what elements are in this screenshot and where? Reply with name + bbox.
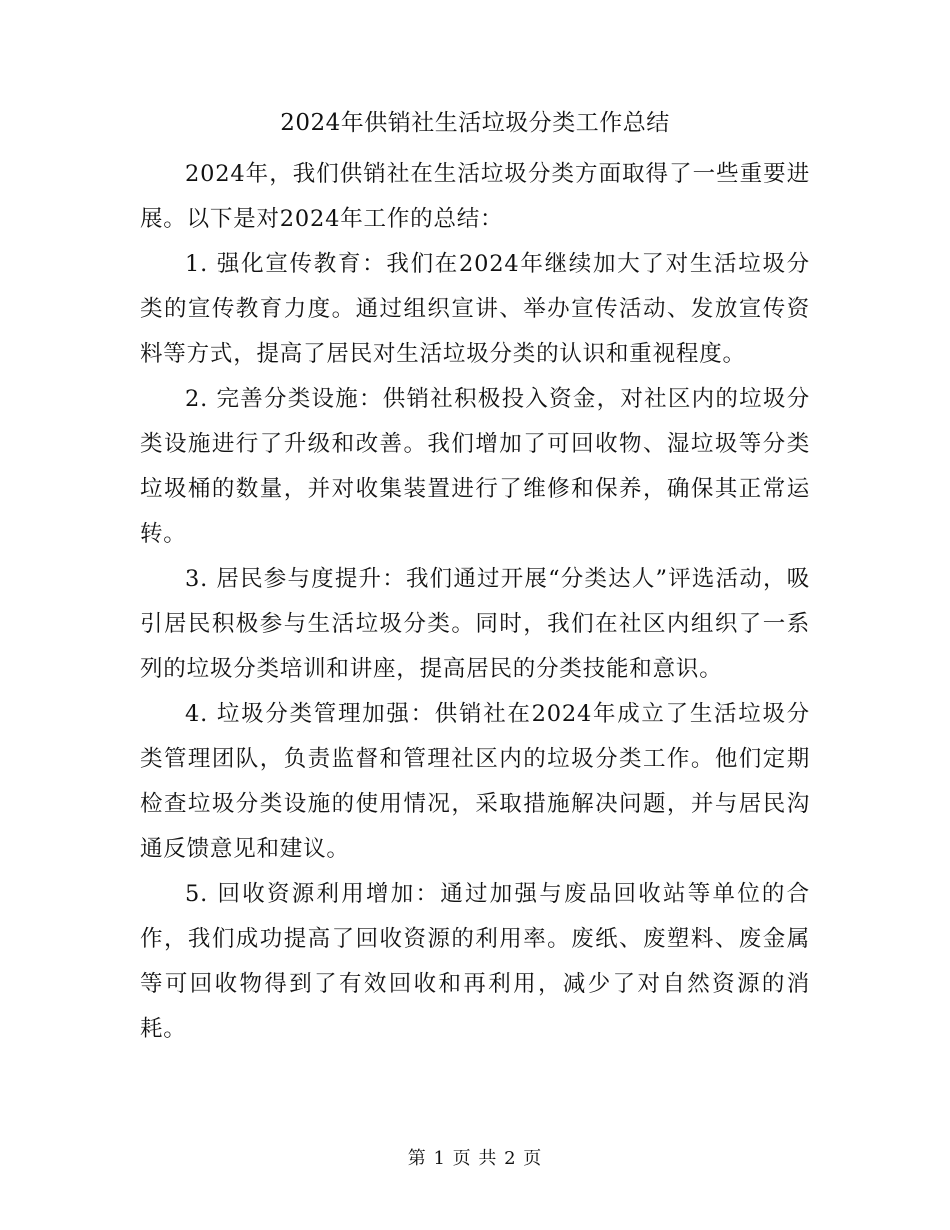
paragraph-resident-participation: 3. 居民参与度提升：我们通过开展“分类达人”评选活动，吸引居民积极参与生活垃圾分类。同时，我们在社区内组织了一系列的垃圾分类培训和讲座，提高居民的分类技能和意识。 (140, 566, 810, 682)
paragraph-sorting-facilities: 2. 完善分类设施：供销社积极投入资金，对社区内的垃圾分类设施进行了升级和改善。我们增加了可回收物、湿垃圾等分类垃圾桶的数量，并对收集装置进行了维修和保养，确保其正常运转。 (140, 386, 810, 547)
page-number-footer: 第 1 页 共 2 页 (407, 1148, 543, 1169)
document-body (140, 152, 810, 1052)
paragraph-resource-recycling: 5. 回收资源利用增加：通过加强与废品回收站等单位的合作，我们成功提高了回收资源的利用率。废纸、废塑料、废金属等可回收物得到了有效回收和再利用，减少了对自然资源的消耗。 (140, 881, 810, 1042)
document-title: 2024年供销社生活垃圾分类工作总结 (280, 110, 670, 136)
intro-paragraph: 2024年，我们供销社在生活垃圾分类方面取得了一些重要进展。以下是对2024年工作的总结： (140, 161, 810, 232)
paragraph-publicity-education: 1. 强化宣传教育：我们在2024年继续加大了对生活垃圾分类的宣传教育力度。通过组织宣讲、举办宣传活动、发放宣传资料等方式，提高了居民对生活垃圾分类的认识和重视程度。 (140, 251, 810, 367)
paragraph-management: 4. 垃圾分类管理加强：供销社在2024年成立了生活垃圾分类管理团队，负责监督和管理社区内的垃圾分类工作。他们定期检查垃圾分类设施的使用情况，采取措施解决问题，并与居民沟通反馈意见和建议。 (140, 701, 810, 862)
